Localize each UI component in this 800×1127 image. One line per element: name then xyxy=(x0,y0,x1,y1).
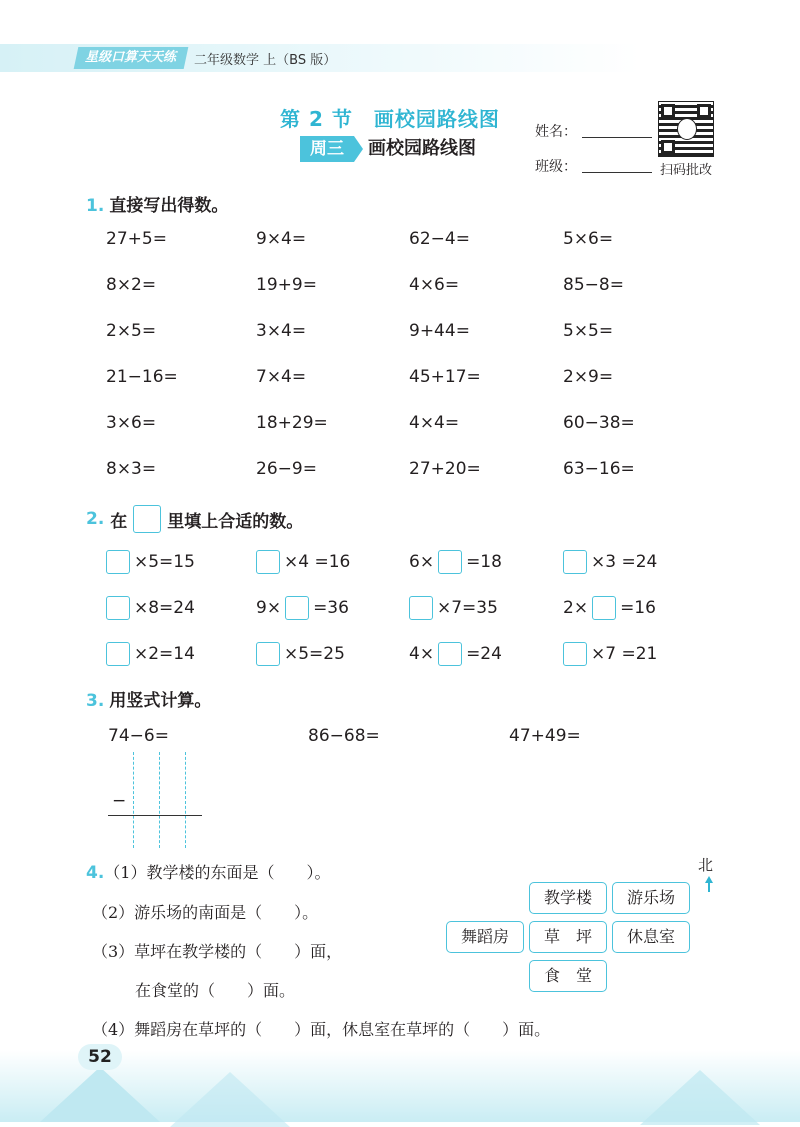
vertical-calc-line xyxy=(108,815,202,816)
q1-item: 7×4= xyxy=(256,367,307,387)
answer-box[interactable] xyxy=(438,642,462,666)
q1-heading xyxy=(86,191,228,216)
q1-item: 27+5= xyxy=(106,229,167,249)
page-number: 52 xyxy=(78,1044,122,1070)
q2-item xyxy=(256,596,349,620)
q4-line-3: （3）草坪在教学楼的（ ）面， xyxy=(92,942,343,961)
q1-item: 45+17= xyxy=(409,367,481,387)
answer-box[interactable] xyxy=(563,642,587,666)
q1-item: 5×6= xyxy=(563,229,614,249)
q2-number: 2. xyxy=(86,509,105,529)
q2-item xyxy=(106,642,195,666)
q1-item: 2×5= xyxy=(106,321,157,341)
q2-item xyxy=(563,596,656,620)
q2-prefix: 2× xyxy=(563,598,589,618)
minus-sign: − xyxy=(112,791,127,811)
class-field[interactable] xyxy=(582,171,652,173)
q2-suffix: ×4 =16 xyxy=(284,552,351,572)
q1-item: 19+9= xyxy=(256,275,317,295)
book-subject: 二年级数学 上（BS 版） xyxy=(194,53,337,68)
q2-suffix: ×8=24 xyxy=(134,598,195,618)
q2-title-pre: 在 xyxy=(110,511,128,532)
column-guide xyxy=(133,752,134,848)
q4-line-4: 在食堂的（ ）面。 xyxy=(135,981,296,1000)
q1-number: 1. xyxy=(86,196,105,216)
q3-problem: 47+49= xyxy=(509,726,581,746)
q2-suffix: ×5=25 xyxy=(284,644,345,664)
map-teaching-building: 教学楼 xyxy=(529,882,607,914)
answer-box-icon xyxy=(133,505,161,533)
q1-item: 4×4= xyxy=(409,413,460,433)
q2-item xyxy=(106,550,195,574)
q1-item: 2×9= xyxy=(563,367,614,387)
q1-item: 9+44= xyxy=(409,321,470,341)
q2-item xyxy=(409,596,498,620)
q1-title: 直接写出得数。 xyxy=(109,196,229,216)
q1-item: 21−16= xyxy=(106,367,178,387)
q2-item xyxy=(106,596,195,620)
q1-item: 8×2= xyxy=(106,275,157,295)
answer-box[interactable] xyxy=(592,596,616,620)
map-lawn: 草 坪 xyxy=(529,921,607,953)
q2-suffix: ×3 =24 xyxy=(591,552,658,572)
answer-box[interactable] xyxy=(106,550,130,574)
day-tag-arrow xyxy=(354,136,363,162)
q3-problem: 74−6= xyxy=(108,726,169,746)
answer-box[interactable] xyxy=(106,596,130,620)
q2-suffix: =18 xyxy=(466,552,502,572)
north-label: 北 xyxy=(698,856,714,874)
answer-box[interactable] xyxy=(285,596,309,620)
q2-suffix: =16 xyxy=(620,598,656,618)
q2-item xyxy=(563,642,657,666)
column-guide xyxy=(185,752,186,848)
q4-line-5: （4）舞蹈房在草坪的（ ）面，休息室在草坪的（ ）面。 xyxy=(92,1020,551,1039)
q2-suffix: =24 xyxy=(466,644,502,664)
q1-item: 5×5= xyxy=(563,321,614,341)
footer-decoration xyxy=(170,1072,290,1127)
q1-item: 3×6= xyxy=(106,413,157,433)
q4-line-1 xyxy=(86,860,330,883)
q4-number: 4. xyxy=(86,863,105,883)
q2-item xyxy=(563,550,657,574)
q2-prefix: 4× xyxy=(409,644,435,664)
q2-item xyxy=(256,550,350,574)
q3-title: 用竖式计算。 xyxy=(109,691,212,711)
answer-box[interactable] xyxy=(256,642,280,666)
q1-item: 62−4= xyxy=(409,229,470,249)
answer-box[interactable] xyxy=(256,550,280,574)
q2-prefix: 9× xyxy=(256,598,282,618)
q2-suffix: ×7=35 xyxy=(437,598,498,618)
q4-line-2: （2）游乐场的南面是（ ）。 xyxy=(92,903,319,922)
name-field[interactable] xyxy=(582,136,652,138)
qr-code-icon[interactable] xyxy=(658,101,714,157)
q1-item: 63−16= xyxy=(563,459,635,479)
map-playground: 游乐场 xyxy=(612,882,690,914)
q2-heading xyxy=(86,505,303,533)
q3-heading xyxy=(86,686,211,711)
day-tag: 周三 xyxy=(300,136,354,162)
map-dance-room: 舞蹈房 xyxy=(446,921,524,953)
q4-text-1: （1）教学楼的东面是（ ）。 xyxy=(104,863,331,882)
qr-caption: 扫码批改 xyxy=(660,163,713,178)
series-brand: 星级口算天天练 xyxy=(74,47,189,69)
q1-item: 4×6= xyxy=(409,275,460,295)
answer-box[interactable] xyxy=(409,596,433,620)
map-lounge: 休息室 xyxy=(612,921,690,953)
footer-decoration xyxy=(640,1070,760,1125)
north-arrow-shaft xyxy=(708,882,710,892)
q2-item xyxy=(409,550,502,574)
answer-box[interactable] xyxy=(563,550,587,574)
q2-title-post: 里填上合适的数。 xyxy=(167,511,304,532)
q2-prefix: 6× xyxy=(409,552,435,572)
class-label: 班级： xyxy=(535,159,577,175)
q1-item: 3×4= xyxy=(256,321,307,341)
answer-box[interactable] xyxy=(106,642,130,666)
column-guide xyxy=(159,752,160,848)
answer-box[interactable] xyxy=(438,550,462,574)
q3-problem: 86−68= xyxy=(308,726,380,746)
q2-item xyxy=(409,642,502,666)
q1-item: 8×3= xyxy=(106,459,157,479)
q2-suffix: ×2=14 xyxy=(134,644,195,664)
q1-item: 27+20= xyxy=(409,459,481,479)
q1-item: 26−9= xyxy=(256,459,317,479)
name-label: 姓名： xyxy=(535,124,577,140)
section-title: 第 2 节 画校园路线图 xyxy=(280,107,500,131)
q1-item: 60−38= xyxy=(563,413,635,433)
q2-suffix: ×5=15 xyxy=(134,552,195,572)
footer-decoration xyxy=(40,1067,160,1122)
q2-suffix: ×7 =21 xyxy=(591,644,658,664)
q2-item xyxy=(256,642,345,666)
lesson-title: 画校园路线图 xyxy=(368,138,476,159)
q1-item: 85−8= xyxy=(563,275,624,295)
q3-number: 3. xyxy=(86,691,105,711)
q1-item: 18+29= xyxy=(256,413,328,433)
q2-suffix: =36 xyxy=(313,598,349,618)
q1-item: 9×4= xyxy=(256,229,307,249)
map-canteen: 食 堂 xyxy=(529,960,607,992)
